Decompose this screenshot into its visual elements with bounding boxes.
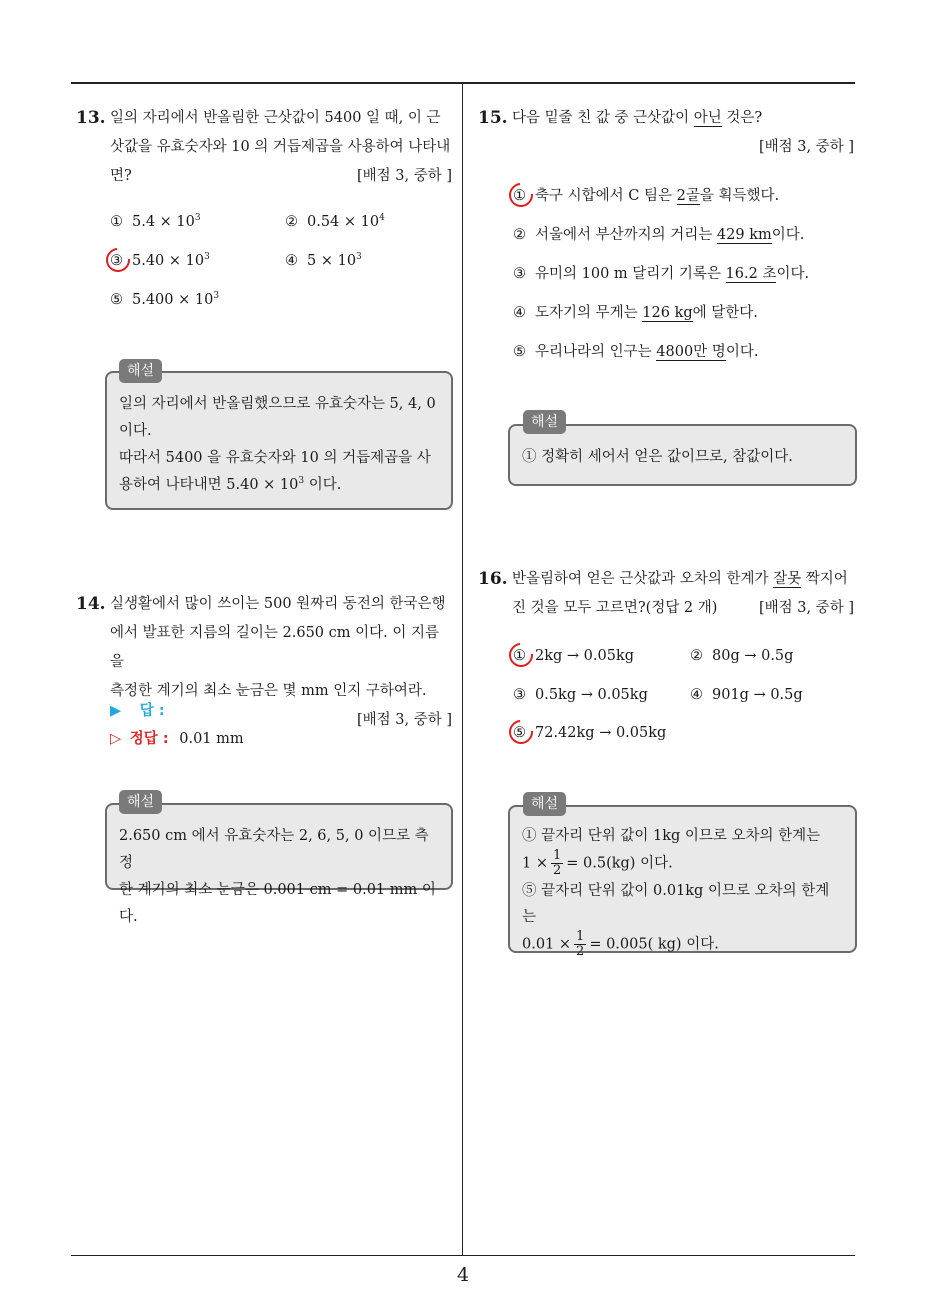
correct-label: 정답 : <box>129 731 169 747</box>
question-line: 진 것을 모두 고르면?(정답 2 개) <box>512 600 718 616</box>
answer-arrow-icon: ▶ <box>110 703 122 719</box>
explanation-line: ① 끝자리 단위 값이 1kg 이므로 오차의 한계는 <box>522 828 821 844</box>
question-line: 면? <box>110 168 132 184</box>
score-meta: [배점 3, 중하 ] <box>356 168 452 184</box>
question-15 <box>478 104 854 162</box>
column-divider <box>462 84 463 1256</box>
question-line: 일의 자리에서 반올림한 근삿값이 5400 일 때, 이 근 <box>110 110 441 126</box>
choice-3[interactable]: ③ 0.5kg → 0.05kg <box>513 687 648 703</box>
explanation-line: 용하여 나타내면 $5.40 \times 10^3$ 이다. <box>119 476 342 493</box>
explanation-tag: 해설 <box>523 410 566 434</box>
question-line: 실생활에서 많이 쓰이는 500 원짜리 동전의 한국은행 <box>110 596 446 612</box>
explanation-box <box>105 371 453 510</box>
choice-1[interactable]: ① 2kg → 0.05kg <box>513 648 635 664</box>
choice-2[interactable]: ② $0.54 \times 10^4$ <box>285 213 385 230</box>
fraction: $\frac{1}{2}$ <box>552 848 562 878</box>
choice-1[interactable]: ① $5.4 \times 10^3$ <box>110 213 201 230</box>
question-line: 다음 밑줄 친 값 중 근삿값이 아닌 것은? <box>512 110 763 126</box>
explanation-box <box>105 803 453 925</box>
explanation-line: 한 계기의 최소 눈금은 0.001 cm = 0.01 mm 이다. <box>119 882 436 925</box>
bottom-rule <box>71 1255 855 1256</box>
fraction: $\frac{1}{2}$ <box>576 929 585 959</box>
choice-1[interactable]: ① 축구 시합에서 C 팀은 2골을 획득했다. <box>513 188 780 204</box>
choice-4[interactable]: ④ 도자기의 무게는 126 kg에 달한다. <box>513 305 758 321</box>
underlined-word: 아닌 <box>693 110 722 126</box>
answer-label: 답 : <box>139 703 165 719</box>
page-number: 4 <box>456 1264 470 1286</box>
explanation-line: 1 × $\frac{1}{2}$ = 0.5(kg) 이다. <box>522 848 673 878</box>
explanation-tag: 해설 <box>119 790 162 814</box>
underlined-word: 잘못 <box>773 571 802 587</box>
explanation-line: 따라서 5400 을 유효숫자와 10 의 거듭제곱을 사 <box>119 450 431 466</box>
correct-answer-row <box>110 729 244 749</box>
correct-arrow-icon: ▷ <box>110 731 122 747</box>
question-number: 13. <box>76 108 106 128</box>
explanation-line: 2.650 cm 에서 유효숫자는 2, 6, 5, 0 이므로 측정 <box>119 828 429 871</box>
question-line: 반올림하여 얻은 근삿값과 오차의 한계가 잘못 짝지어 <box>512 571 848 587</box>
explanation-line: ① 정확히 세어서 얻은 값이므로, 참값이다. <box>522 449 793 465</box>
explanation-line: 이다. <box>119 423 152 439</box>
explanation-tag: 해설 <box>119 359 162 383</box>
explanation-line: ⑤ 끝자리 단위 값이 0.01kg 이므로 오차의 한계는 <box>522 883 830 925</box>
question-line: 측정한 계기의 최소 눈금은 몇 mm 인지 구하여라. <box>110 683 427 699</box>
explanation-line: 0.01 × $\frac{1}{2}$ = 0.005( kg) 이다. <box>522 929 719 959</box>
choice-4[interactable]: ④ $5 \times 10^3$ <box>285 252 362 269</box>
choice-3[interactable]: ③ $5.40 \times 10^3$ <box>110 252 210 269</box>
score-meta: [배점 3, 중하 ] <box>758 600 854 616</box>
score-meta: [배점 3, 중하 ] <box>356 712 452 728</box>
choice-5[interactable]: ⑤ 우리나라의 인구는 4800만 명이다. <box>513 344 759 360</box>
choice-2[interactable]: ② 80g → 0.5g <box>690 648 794 664</box>
question-13 <box>76 104 452 191</box>
correct-value: 0.01 mm <box>179 731 244 747</box>
choice-3[interactable]: ③ 유미의 100 m 달리기 기록은 16.2 초이다. <box>513 266 810 282</box>
score-meta: [배점 3, 중하 ] <box>758 139 854 155</box>
top-rule <box>71 82 855 84</box>
question-number: 15. <box>478 108 508 128</box>
choice-2[interactable]: ② 서울에서 부산까지의 거리는 429 km이다. <box>513 227 805 243</box>
choice-5[interactable]: ⑤ $5.400 \times 10^3$ <box>110 291 220 308</box>
question-16 <box>478 565 854 623</box>
question-number: 16. <box>478 569 508 589</box>
question-line: 삿값을 유효숫자와 10 의 거듭제곱을 사용하여 나타내 <box>110 139 451 155</box>
explanation-tag: 해설 <box>523 792 566 816</box>
explanation-box <box>508 805 857 959</box>
question-line: 에서 발표한 지름의 길이는 2.650 cm 이다. 이 지름을 <box>110 625 439 670</box>
explanation-line: 일의 자리에서 반올림했으므로 유효숫자는 5, 4, 0 <box>119 396 436 412</box>
choice-5[interactable]: ⑤ 72.42kg → 0.05kg <box>513 725 667 741</box>
choice-4[interactable]: ④ 901g → 0.5g <box>690 687 803 703</box>
answer-row[interactable] <box>110 701 165 721</box>
question-number: 14. <box>76 594 106 614</box>
